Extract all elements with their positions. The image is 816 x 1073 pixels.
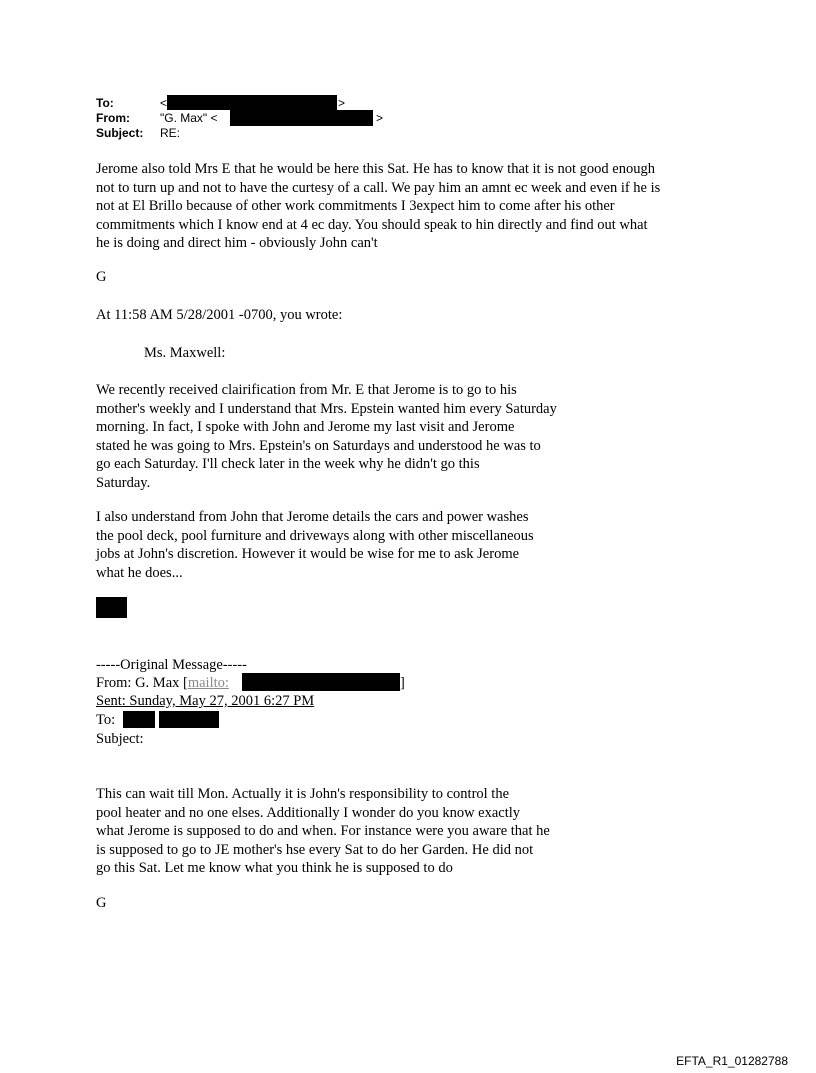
from-close: > [376,111,384,125]
quote-intro: At 11:58 AM 5/28/2001 -0700, you wrote: [96,307,343,323]
text-line: This can wait till Mon. Actually it is John's responsibility to control the [96,786,510,802]
text-line: I also understand from John that Jerome details the cars and power washes [96,509,529,525]
original-sent: Sent: Sunday, May 27, 2001 6:27 PM [96,693,315,709]
original-to: To: [96,712,116,728]
text-line: stated he was going to Mrs. Epstein's on Saturdays and understood he was to [96,437,541,454]
text-line: morning. In fact, I spoke with John and Jerome my last visit and Jerome [96,419,515,435]
redaction-signature [96,597,127,618]
redaction-original-to-2 [159,711,219,728]
text-line: commitments which I know end at 4 ec day. You should speak to hin directly and find out what [96,216,648,233]
text-line: We recently received clairification from Mr. E that Jerome is to go to his [96,382,517,398]
original-divider: -----Original Message----- [96,657,247,673]
to-value: < [160,96,168,110]
signature-2: G [96,895,107,911]
text-line: Saturday. [96,474,151,491]
redaction-original-to-1 [123,711,155,728]
text-line: what he does... [96,564,183,581]
text-line: go this Sat. Let me know what you think he is supposed to do [96,860,453,876]
text-line: is supposed to go to JE mother's hse every Sat to do her Garden. He did not [96,841,534,858]
subject-label: Subject: [96,126,144,140]
document-id: EFTA_R1_01282788 [676,1054,788,1068]
text-line: he is doing and direct him - obviously John can't [96,235,378,251]
subject-value: RE: [160,126,181,140]
redaction-from [230,110,373,126]
original-from [96,674,229,693]
body-paragraph-3 [96,508,534,582]
salutation: Ms. Maxwell: [144,345,226,361]
text-line: not to turn up and not to have the curtesy of a call. We pay him an amnt ec week and even if he is [96,179,661,196]
text-line: mother's weekly and I understand that Mrs. Epstein wanted him every Saturday [96,400,557,417]
signature-1: G [96,269,107,285]
original-subject: Subject: [96,731,144,747]
text-line: Jerome also told Mrs E that he would be here this Sat. He has to know that it is not good enough [96,161,655,177]
to-label: To: [96,96,114,110]
body-paragraph-2 [96,381,557,492]
redaction-to [167,95,337,110]
text-line: go each Saturday. I'll check later in the week why he didn't go this [96,456,480,472]
redaction-original-from [242,673,400,691]
original-body [96,785,550,878]
text-line: pool heater and no one elses. Additionally I wonder do you know exactly [96,804,521,821]
mailto-link[interactable]: mailto: [187,675,229,691]
to-close: > [338,96,346,110]
text-line: jobs at John's discretion. However it would be wise for me to ask Jerome [96,546,520,562]
text-line: not at El Brillo because of other work commitments I 3expect him to come after his other [96,198,615,214]
from-value: "G. Max" < [160,111,218,125]
text-line: what Jerome is supposed to do and when. For instance were you aware that he [96,823,550,839]
original-from-prefix: From: G. Max [ [96,675,188,691]
body-paragraph-1 [96,160,660,253]
original-from-suffix: ] [400,675,405,691]
from-label: From: [96,111,130,125]
text-line: the pool deck, pool furniture and driveways along with other miscellaneous [96,527,534,544]
